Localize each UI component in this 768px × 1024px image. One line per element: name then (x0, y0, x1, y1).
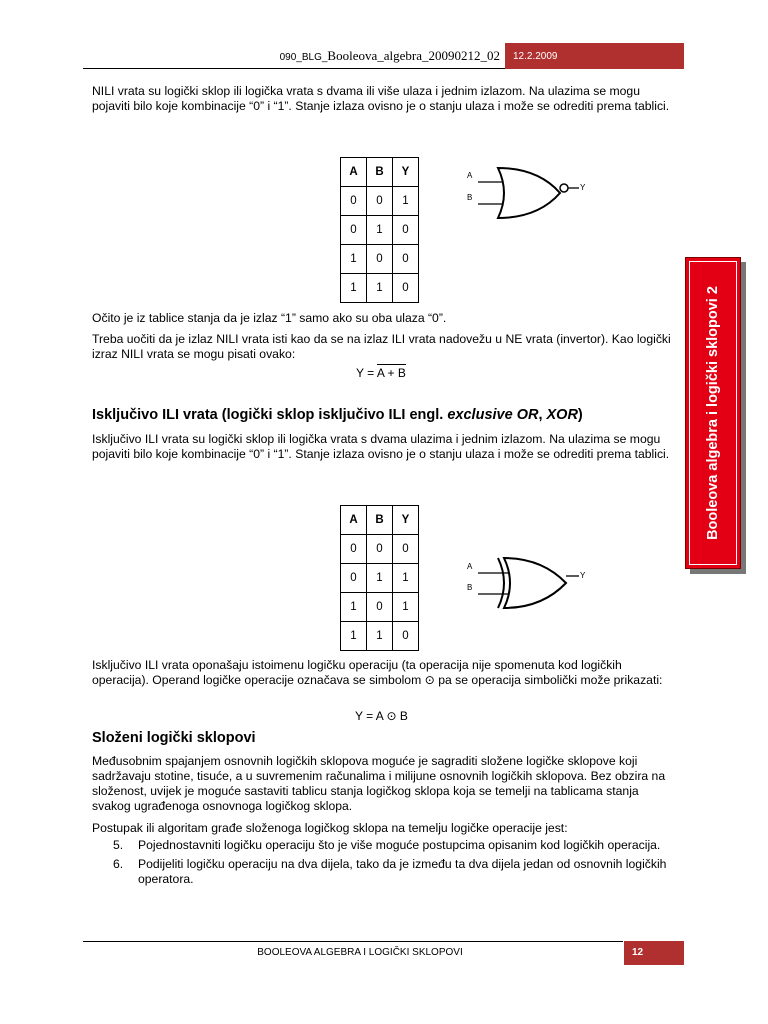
list-item (113, 857, 673, 887)
xor-heading-sep: , (538, 407, 547, 423)
table-cell: 0 (367, 245, 393, 274)
step-number: 5. (113, 838, 124, 852)
page-number: 12 (624, 941, 684, 965)
table-header-cell: Y (393, 506, 419, 535)
table-cell: 1 (393, 564, 419, 593)
table-cell: 0 (341, 535, 367, 564)
side-tab (685, 257, 741, 569)
xor-note: Isključivo ILI vrata oponašaju istoimenu logičku operaciju (ta operacija nije spomenuta kod logičkih operacija). Operand logičke operacije označava se simbolom ⊙ pa se operacija simbolički može prikazati: (92, 658, 663, 687)
table-cell: 1 (367, 274, 393, 303)
xor-note-block (92, 658, 672, 688)
complex-para-2: Postupak ili algoritam građe složenoga logičkog sklopa na temelju logičke operacije jest: (92, 821, 568, 835)
header-doc-code: 090_BLG_ (279, 52, 328, 63)
header-rule (83, 68, 505, 69)
steps-list (113, 838, 673, 887)
nor-note-2: Treba uočiti da je izlaz NILI vrata isti kao da se na izlaz ILI vrata nadovežu u NE vrata (invertor). Kao logički izraz NILI vrata se mogu pisati ovako: (92, 332, 671, 361)
table-cell: 1 (341, 274, 367, 303)
header-title (200, 48, 500, 64)
table-header-cell: Y (393, 158, 419, 187)
footer-title: BOOLEOVA ALGEBRA I LOGIČKI SKLOPOVI (257, 947, 463, 958)
table-cell: 0 (341, 216, 367, 245)
side-tab-label: Booleova algebra i logički sklopovi 2 (705, 286, 721, 540)
table-cell: 1 (341, 593, 367, 622)
table-cell: 0 (367, 593, 393, 622)
table-cell: 0 (341, 564, 367, 593)
table-row (341, 622, 419, 651)
xor-intro-block (92, 432, 672, 462)
table-cell: 1 (393, 593, 419, 622)
header-date: 12.2.2009 (505, 43, 684, 69)
xor-heading-italic-2: XOR (546, 407, 578, 423)
table-cell: 1 (341, 622, 367, 651)
xor-heading-main: Isključivo ILI vrata (logički sklop isključivo ILI engl. (92, 407, 448, 423)
table-header-cell: B (367, 158, 393, 187)
table-row (341, 187, 419, 216)
gate-output-y-label: Y (580, 571, 586, 580)
table-cell: 0 (367, 535, 393, 564)
table-header-row (341, 506, 419, 535)
complex-heading: Složeni logički sklopovi (92, 730, 256, 746)
table-row (341, 564, 419, 593)
gate-input-b-label: B (467, 193, 473, 202)
xor-heading-italic: exclusive OR (447, 407, 539, 423)
nor-intro-block (92, 84, 672, 114)
table-row (341, 593, 419, 622)
complex-heading-block (92, 730, 672, 746)
table-header-cell: B (367, 506, 393, 535)
list-item (113, 838, 673, 853)
table-row (341, 216, 419, 245)
gate-input-a-label: A (467, 562, 473, 571)
step-number: 6. (113, 857, 124, 871)
nor-formula (356, 366, 406, 380)
xor-heading-block (92, 407, 692, 423)
nor-intro: NILI vrata su logički sklop ili logička vrata s dvama ili više ulaza i jednim izlazom. Na ulazima se mogu pojaviti bilo koje kombinacije “0” i “1”. Stanje izlaza ovisno je o stanju ulaza i može se odrediti prema tablici. (92, 84, 670, 113)
xor-heading-end: ) (577, 407, 583, 423)
table-row (341, 535, 419, 564)
table-cell: 0 (393, 535, 419, 564)
table-cell: 0 (393, 245, 419, 274)
table-cell: 0 (393, 622, 419, 651)
formula-lhs: Y = (356, 366, 377, 380)
formula-rhs-overline: A + B (376, 366, 406, 380)
xor-truth-table (340, 505, 419, 651)
table-cell: 0 (367, 187, 393, 216)
nor-gate-symbol (458, 160, 598, 220)
table-header-cell: A (341, 506, 367, 535)
complex-para-1: Međusobnim spajanjem osnovnih logičkih sklopova moguće je sagraditi složene logičke sklopove koji sadržavaju stotine, tisuće, a u suvremenim računalima i milijune osnovnih logičkih sklopova. Bez obzira na složenost, uvijek je moguće sastaviti tablicu stanja logičkog sklopa koja se temelji na tablicama stanja svakog ugrađenoga osnovnoga logičkog sklopa. (92, 754, 666, 813)
table-cell: 1 (341, 245, 367, 274)
table-cell: 1 (367, 216, 393, 245)
nor-truth-table (340, 157, 419, 303)
gate-input-a-label: A (467, 171, 473, 180)
table-cell: 0 (393, 216, 419, 245)
header-doc-title: Booleova_algebra_20090212_02 (327, 48, 500, 63)
xor-heading (92, 407, 692, 423)
table-cell: 1 (393, 187, 419, 216)
table-row (341, 274, 419, 303)
nor-note-block (92, 311, 672, 362)
algorithm-steps (113, 838, 673, 891)
table-cell: 0 (393, 274, 419, 303)
table-row (341, 245, 419, 274)
table-header-cell: A (341, 158, 367, 187)
footer-rule (83, 941, 623, 942)
xor-intro: Isključivo ILI vrata su logički sklop ili logička vrata s dvama ulazima i jednim izlazom. Na ulazima se mogu pojaviti bilo koje kombinacije “0” i “1”. Stanje izlaza ovisno je o stanju ulaza i može se odrediti prema tablici. (92, 432, 670, 461)
gate-output-y-label: Y (580, 183, 586, 192)
gate-input-b-label: B (467, 583, 473, 592)
xor-gate-symbol (458, 552, 598, 612)
step-text: Pojednostavniti logičku operaciju što je više moguće postupcima opisanim kod logičkih operacija. (138, 838, 661, 852)
xor-formula: Y = A ⊙ B (355, 709, 408, 723)
table-cell: 1 (367, 622, 393, 651)
nor-note-1: Očito je iz tablice stanja da je izlaz “1” samo ako su oba ulaza “0”. (92, 311, 447, 325)
table-header-row (341, 158, 419, 187)
step-text: Podijeliti logičku operaciju na dva dijela, tako da je između ta dva dijela jedan od osnovnih logičkih operatora. (138, 857, 667, 886)
table-cell: 0 (341, 187, 367, 216)
complex-body (92, 754, 672, 836)
table-cell: 1 (367, 564, 393, 593)
